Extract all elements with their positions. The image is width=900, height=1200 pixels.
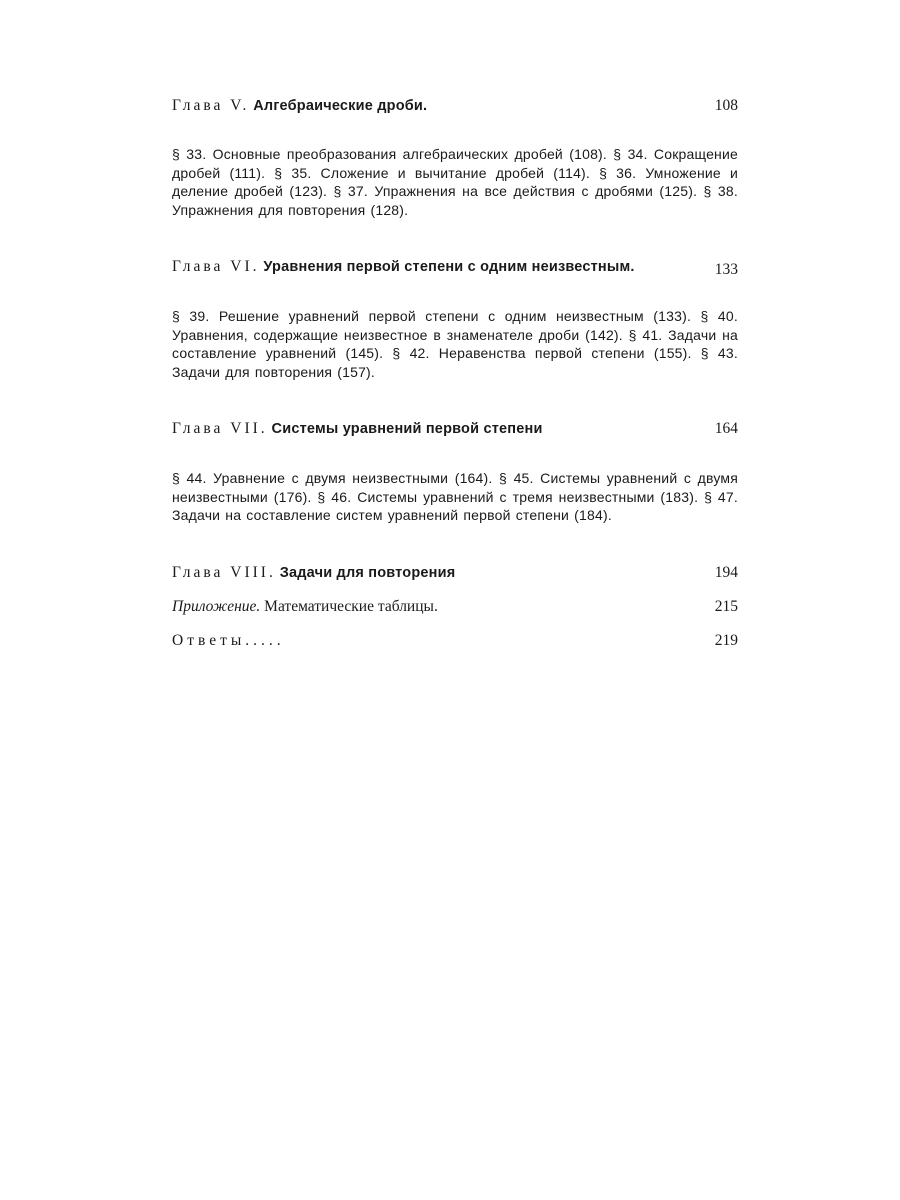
chapter-title: Задачи для повторения [279,564,456,581]
appendix-title: Математические таблицы [264,597,434,615]
chapter-6-sections: § 39. Решение уравнений первой степени с одним неизвестным (133). § 40. Уравнения, содержащие неизвестное в знаменателе дроби (142). § 41. Задачи на составление уравнений (145). § 42. Неравенства первой степени (155). § 43. Задачи для повторения (157). [172,308,738,380]
appendix-page-number: 215 [714,597,738,615]
answers-page-number: 219 [714,631,738,649]
chapter-title: Системы уравнений первой степени [271,421,543,437]
chapter-7-sections: § 44. Уравнение с двумя неизвестными (164). § 45. Системы уравнений с двумя неизвестными (176). § 46. Системы уравнений с тремя неизвестными (183). § 47. Задачи на составление систем уравнений первой степени (184). [172,470,738,523]
chapter-title: Алгебраические дроби [253,98,424,114]
chapter-page-number: 108 [714,97,738,114]
chapter-5-sections: § 33. Основные преобразования алгебраических дробей (108). § 34. Сокращение дробей (111). § 35. Сложение и вычитание дробей (114). § 36. Умножение и деление дробей (123). § 37. Упражнения на все действия с дробями (125). § 38. Упражнения для повторения (128). [172,146,738,218]
answers-entry [172,631,738,651]
chapter-prefix: Глава VIII. [172,563,276,581]
chapter-prefix: Глава VII. [172,420,268,437]
chapter-7-heading [172,419,738,439]
chapter-title-dot: . [630,259,635,275]
chapter-title: Уравнения первой степени с одним неизвестным [263,259,631,275]
chapter-6-heading [172,257,738,277]
chapter-5-heading [172,96,738,116]
chapter-page-number: 164 [714,420,738,437]
chapter-page-number: 133 [714,261,738,278]
appendix-title-dot: . [433,597,438,615]
chapter-prefix: Глава V. [172,97,250,114]
appendix-entry [172,597,738,617]
table-of-contents [172,96,738,651]
chapter-8-heading [172,563,738,583]
chapter-prefix: Глава VI. [172,258,260,275]
chapter-title-dot: . [423,98,428,114]
chapter-page-number: 194 [714,563,738,581]
answers-label: Ответы..... [172,631,285,649]
appendix-label: Приложение. [172,597,261,615]
